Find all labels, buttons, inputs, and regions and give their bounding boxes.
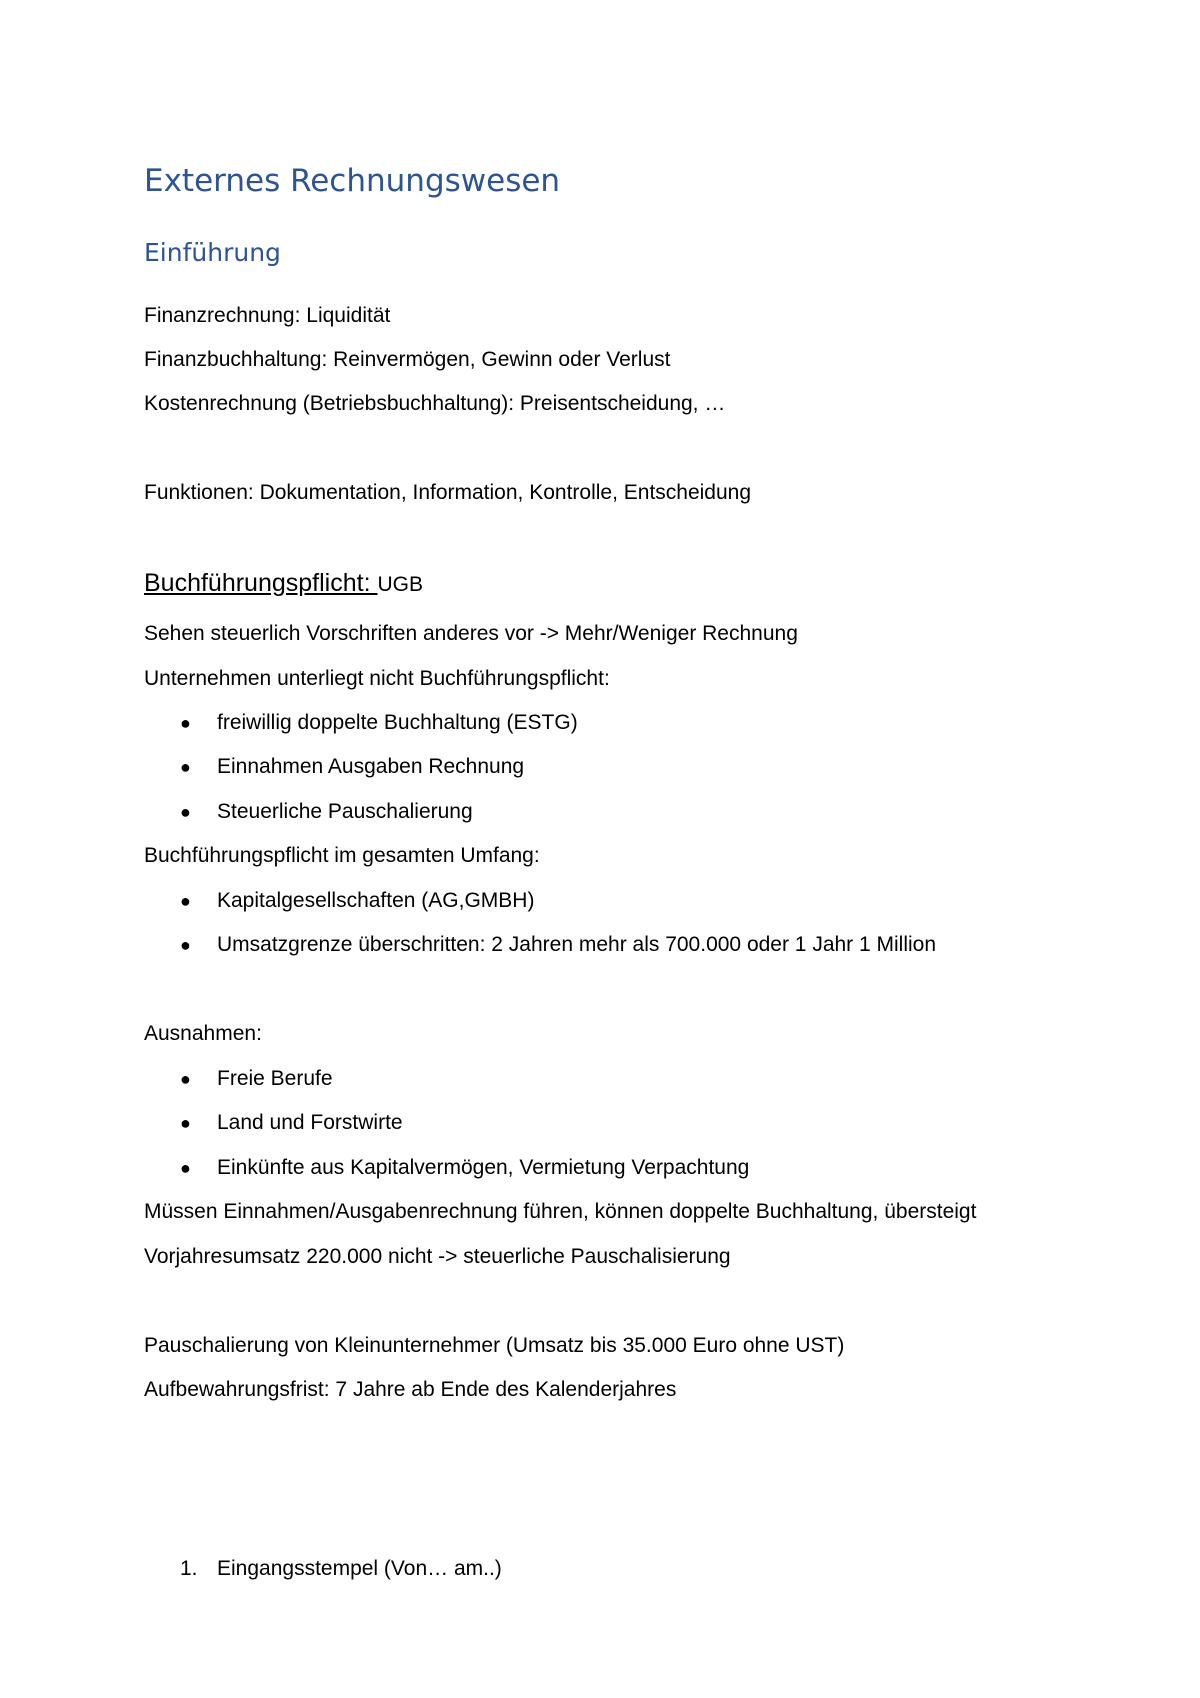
list-item-text: Einkünfte aus Kapitalvermögen, Vermietung Verpachtung	[217, 1156, 750, 1179]
list-item	[180, 710, 578, 736]
paragraph-line: Unternehmen unterliegt nicht Buchführungspflicht:	[144, 667, 610, 690]
paragraph-line: Buchführungspflicht im gesamten Umfang:	[144, 844, 540, 867]
list-number: 1.	[180, 1557, 198, 1580]
intro-line: Kostenrechnung (Betriebsbuchhaltung): Preisentscheidung, …	[144, 392, 726, 415]
bullet-icon: ●	[180, 713, 191, 733]
paragraph-line: Sehen steuerlich Vorschriften anderes vor -> Mehr/Weniger Rechnung	[144, 622, 798, 645]
list-item	[180, 1155, 749, 1181]
buchfuehrung-heading-label: Buchführungspflicht:	[144, 569, 378, 597]
bullet-icon: ●	[180, 802, 191, 822]
list-item-text: Kapitalgesellschaften (AG,GMBH)	[217, 889, 535, 912]
numbered-list-item	[180, 1556, 502, 1582]
buchfuehrung-heading	[144, 570, 423, 598]
section-heading-einfuehrung: Einführung	[144, 238, 281, 267]
list-item-text: Freie Berufe	[217, 1067, 333, 1090]
bullet-icon: ●	[180, 935, 191, 955]
list-item-text: Eingangsstempel (Von… am..)	[217, 1557, 502, 1580]
list-item	[180, 1066, 333, 1092]
list-item	[180, 932, 936, 958]
pauschalierung-line: Pauschalierung von Kleinunternehmer (Umsatz bis 35.000 Euro ohne UST)	[144, 1334, 845, 1357]
list-item-text: Steuerliche Pauschalierung	[217, 800, 473, 823]
paragraph-line: Müssen Einnahmen/Ausgabenrechnung führen, können doppelte Buchhaltung, übersteigt	[144, 1200, 977, 1223]
ausnahmen-label: Ausnahmen:	[144, 1022, 262, 1045]
list-item-text: Land und Forstwirte	[217, 1111, 403, 1134]
functions-line: Funktionen: Dokumentation, Information, Kontrolle, Entscheidung	[144, 481, 752, 504]
list-item	[180, 799, 473, 825]
bullet-icon: ●	[180, 891, 191, 911]
paragraph-line: Vorjahresumsatz 220.000 nicht -> steuerliche Pauschalisierung	[144, 1245, 731, 1268]
bullet-icon: ●	[180, 1158, 191, 1178]
list-item	[180, 1110, 403, 1136]
list-item	[180, 754, 524, 780]
list-item	[180, 888, 534, 914]
list-item-text: Umsatzgrenze überschritten: 2 Jahren mehr als 700.000 oder 1 Jahr 1 Million	[217, 933, 937, 956]
intro-line: Finanzbuchhaltung: Reinvermögen, Gewinn oder Verlust	[144, 348, 671, 371]
page-title: Externes Rechnungswesen	[144, 163, 561, 199]
bullet-icon: ●	[180, 757, 191, 777]
aufbewahrung-line: Aufbewahrungsfrist: 7 Jahre ab Ende des Kalenderjahres	[144, 1378, 677, 1401]
bullet-icon: ●	[180, 1069, 191, 1089]
intro-line: Finanzrechnung: Liquidität	[144, 304, 391, 327]
list-item-text: freiwillig doppelte Buchhaltung (ESTG)	[217, 711, 578, 734]
buchfuehrung-heading-ugb: UGB	[377, 573, 423, 596]
bullet-icon: ●	[180, 1113, 191, 1133]
list-item-text: Einnahmen Ausgaben Rechnung	[217, 755, 525, 778]
